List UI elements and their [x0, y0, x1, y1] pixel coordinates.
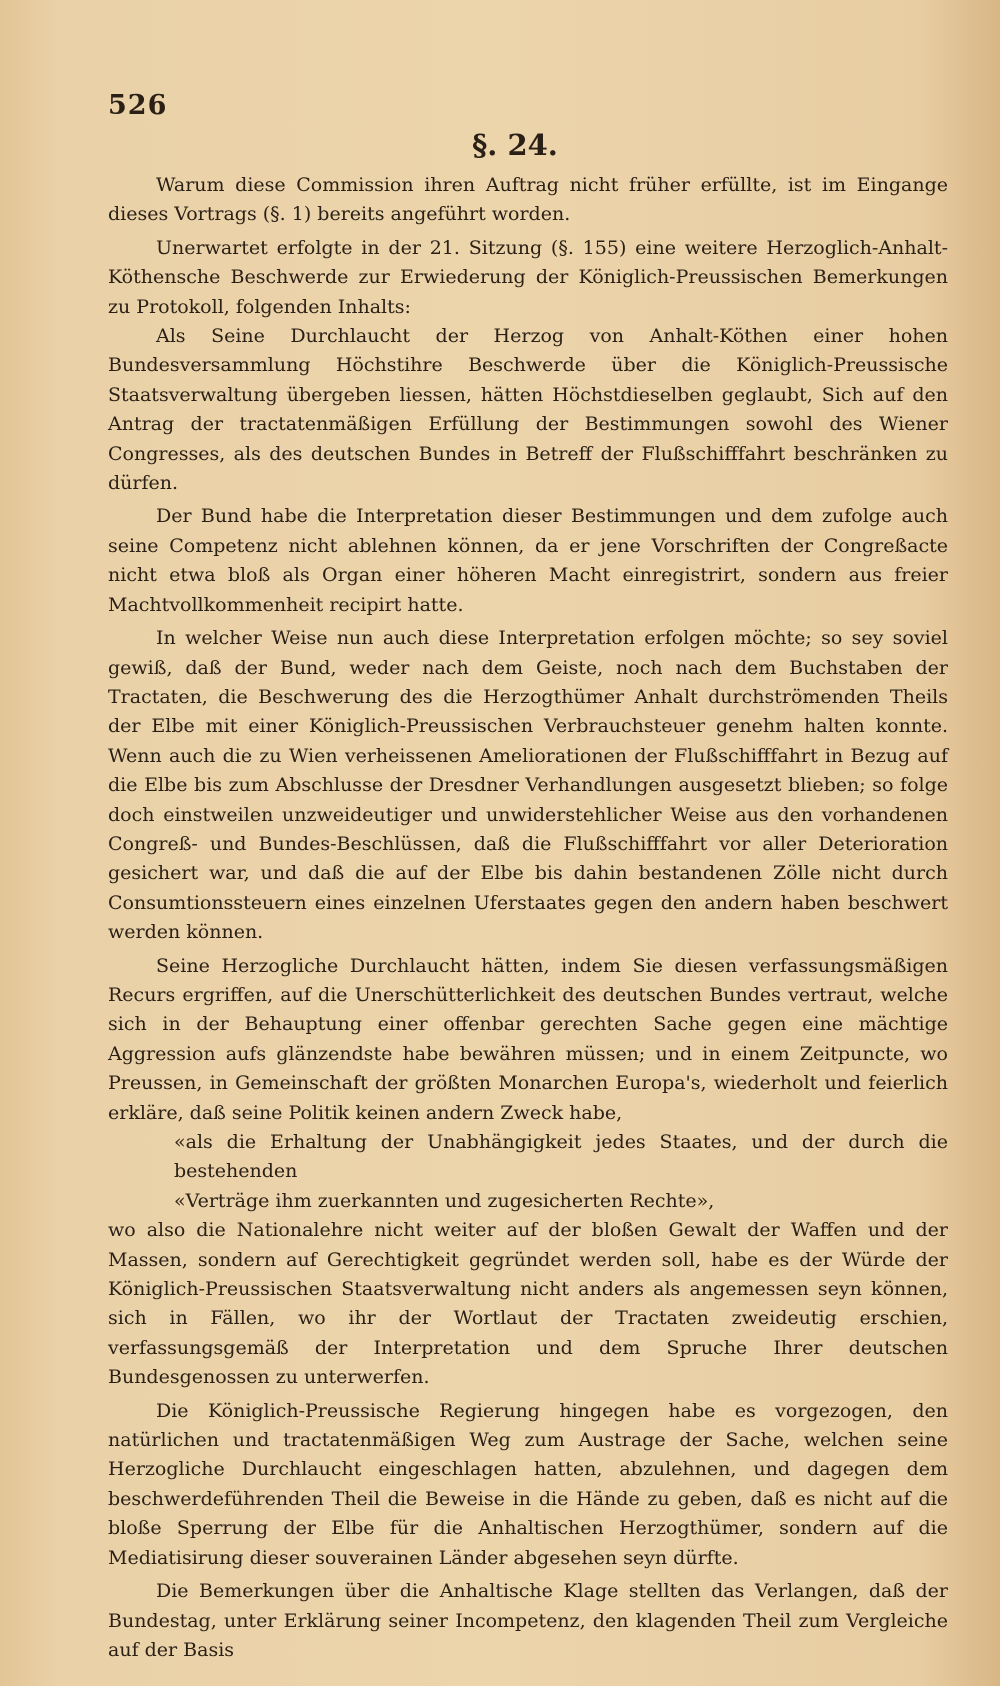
- quotation-line: «Verträge ihm zuerkannten und zugesicherten Rechte»,: [174, 1189, 715, 1212]
- page-body: [108, 171, 948, 1665]
- quotation-line: «als die Erhaltung der Unabhängigkeit jedes Staates, und der durch die bestehenden: [174, 1131, 948, 1183]
- paragraph: Unerwartet erfolgte in der 21. Sitzung (§. 155) eine weitere Herzoglich-Anhalt-Köthensche Beschwerde zur Erwiederung der Königlich-Preussischen Bemerkungen zu Protokoll, folgenden Inhalts:: [108, 236, 948, 318]
- page-number: 526: [108, 90, 168, 121]
- paragraph: Die Königlich-Preussische Regierung hingegen habe es vorgezogen, den natürlichen und tractatenmäßigen Weg zum Austrage der Sache, welchen seine Herzogliche Durchlaucht eingeschlagen hatten, abzulehnen, und dagegen dem beschwerdeführenden Theil die Beweise in die Hände zu geben, daß es nicht auf die bloße Sperrung der Elbe für die Anhaltischen Herzogthümer, sondern auf die Mediatisirung dieser souverainen Länder abgesehen seyn dürfte.: [108, 1399, 948, 1569]
- paragraph: Die Bemerkungen über die Anhaltische Klage stellten das Verlangen, daß der Bundestag, unter Erklärung seiner Incompetenz, den klagenden Theil zum Vergleiche auf der Basis: [108, 1580, 948, 1661]
- paragraph: Der Bund habe die Interpretation dieser Bestimmungen und dem zufolge auch seine Competenz nicht ablehnen können, da er jene Vorschriften der Congreßacte nicht etwa bloß als Organ einer höheren Macht einregistrirt, sondern aus freier Machtvollkommenheit recipirt hatte.: [108, 505, 948, 616]
- section-heading: §. 24.: [472, 128, 558, 162]
- paragraph: Als Seine Durchlaucht der Herzog von Anhalt-Köthen einer hohen Bundesversammlung Höchstihre Beschwerde über die Königlich-Preussische Staatsverwaltung übergeben liessen, hätten Höchstdieselben geglaubt, Sich auf den Antrag der tractatenmäßigen Erfüllung der Bestimmungen sowohl des Wiener Congresses, als des deutschen Bundes in Betreff der Flußschifffahrt beschränken zu dürfen.: [108, 325, 948, 495]
- paragraph: In welcher Weise nun auch diese Interpretation erfolgen möchte; so sey soviel gewiß, daß der Bund, weder nach dem Geiste, noch nach dem Buchstaben der Tractaten, die Beschwerung des die Herzogthümer Anhalt durchströmenden Theils der Elbe mit einer Königlich-Preussischen Verbrauchsteuer genehm halten konnte. Wenn auch die zu Wien verheissenen Ameliorationen der Flußschifffahrt in Bezug auf die Elbe bis zum Abschlusse der Dresdner Verhandlungen ausgesetzt blieben; so folge doch einstweilen unzweideutiger und unwiderstehlicher Weise aus den vorhandenen Congreß- und Bundes-Beschlüssen, daß die Flußschifffahrt vor aller Deterioration gesichert war, und daß die auf der Elbe bis dahin bestandenen Zölle nicht durch Consumtionssteuern eines einzelnen Uferstaates gegen den andern haben beschwert werden können.: [108, 627, 948, 944]
- paragraph: Warum diese Commission ihren Auftrag nicht früher erfüllte, ist im Eingange dieses Vortrags (§. 1) bereits angeführt worden.: [108, 174, 948, 226]
- paragraph-continuation: wo also die Nationalehre nicht weiter auf der bloßen Gewalt der Waffen und der Massen, sondern auf Gerechtigkeit gegründet werden soll, habe es der Würde der Königlich-Preussischen Staatsverwaltung nicht anders als angemessen seyn können, sich in Fällen, wo ihr der Wortlaut der Tractaten zweideutig erschien, verfassungsgemäß der Interpretation und dem Spruche Ihrer deutschen Bundesgenossen zu unterwerfen.: [108, 1219, 948, 1389]
- paragraph: Seine Herzogliche Durchlaucht hätten, indem Sie diesen verfassungsmäßigen Recurs ergriffen, auf die Unerschütterlichkeit des deutschen Bundes vertraut, welche sich in der Behauptung einer offenbar gerechten Sache gegen eine mächtige Aggression aufs glänzendste habe bewähren müssen; und in einem Zeitpuncte, wo Preussen, in Gemeinschaft der größten Monarchen Europa's, wiederholt und feierlich erkläre, daß seine Politik keinen andern Zweck habe,: [108, 954, 948, 1124]
